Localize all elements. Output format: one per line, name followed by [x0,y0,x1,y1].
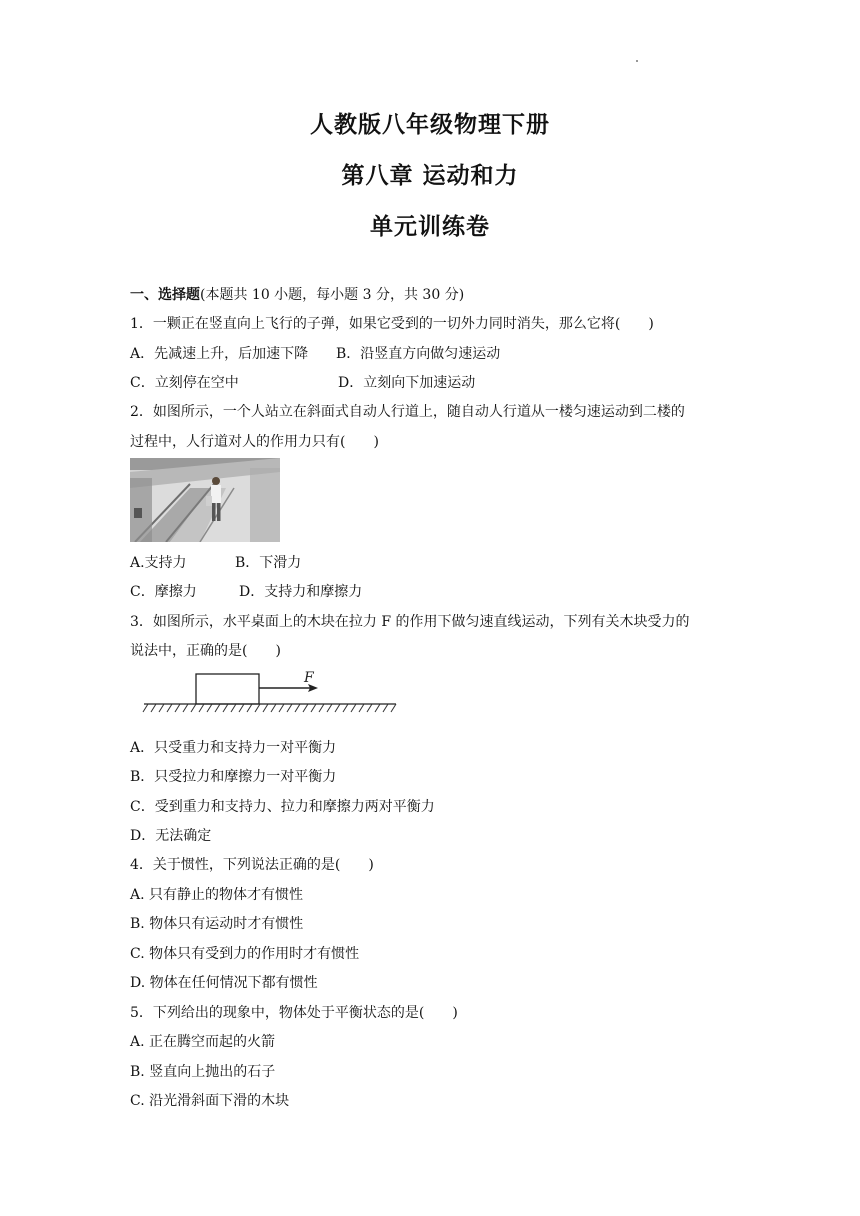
chapter-title: 第八章 运动和力 [341,163,519,189]
exam-title: 单元训练卷 [370,214,490,240]
q1-stem: 1．一颗正在竖直向上飞行的子弹，如果它受到的一切外力同时消失，那么它将( ) [130,316,654,332]
q3-option-d: D．无法确定 [130,828,212,844]
q3-stem-line2: 说法中，正确的是( ) [130,643,281,659]
force-label: F [304,670,314,686]
q2-option-c: C．摩擦力 [130,584,197,600]
block-force-diagram [138,666,400,718]
page-dot-mark [636,60,638,62]
doc-title: 人教版八年级物理下册 [310,112,550,138]
q4-option-c: C. 物体只有受到力的作用时才有惯性 [130,946,360,962]
q3-option-a: A．只受重力和支持力一对平衡力 [130,740,337,756]
table-hatching [143,704,396,712]
q4-option-b: B. 物体只有运动时才有惯性 [130,916,304,932]
section-note: (本题共 10 小题，每小题 3 分，共 30 分) [200,287,465,303]
q3-stem-line1: 3．如图所示，水平桌面上的木块在拉力 F 的作用下做匀速直线运动，下列有关木块受力的 [130,614,690,630]
q3-option-b: B．只受拉力和摩擦力一对平衡力 [130,769,337,785]
q2-option-a: A.支持力 [130,555,187,571]
q2-stem-line2: 过程中，人行道对人的作用力只有( ) [130,434,379,450]
q1-option-b: B．沿竖直方向做匀速运动 [336,346,501,362]
escalator-photo [130,458,280,542]
q4-option-d: D. 物体在任何情况下都有惯性 [130,975,318,991]
q4-option-a: A. 只有静止的物体才有惯性 [130,887,304,903]
q5-option-c: C. 沿光滑斜面下滑的木块 [130,1093,290,1109]
q2-option-b: B．下滑力 [235,555,302,571]
section-heading [130,284,464,304]
section-label: 一、选择题 [130,287,200,303]
q5-option-a: A. 正在腾空而起的火箭 [130,1034,276,1050]
q1-option-a: A．先减速上升，后加速下降 [130,346,309,362]
q5-stem: 5．下列给出的现象中，物体处于平衡状态的是( ) [130,1005,458,1021]
q1-option-d: D．立刻向下加速运动 [338,375,476,391]
q5-option-b: B. 竖直向上抛出的石子 [130,1064,276,1080]
wooden-block [196,674,259,704]
q1-option-c: C．立刻停在空中 [130,375,239,391]
q2-option-d: D．支持力和摩擦力 [239,584,363,600]
q2-stem-line1: 2．如图所示，一个人站立在斜面式自动人行道上，随自动人行道从一楼匀速运动到二楼的 [130,404,685,420]
q4-stem: 4．关于惯性，下列说法正确的是( ) [130,857,374,873]
q3-option-c: C．受到重力和支持力、拉力和摩擦力两对平衡力 [130,799,435,815]
